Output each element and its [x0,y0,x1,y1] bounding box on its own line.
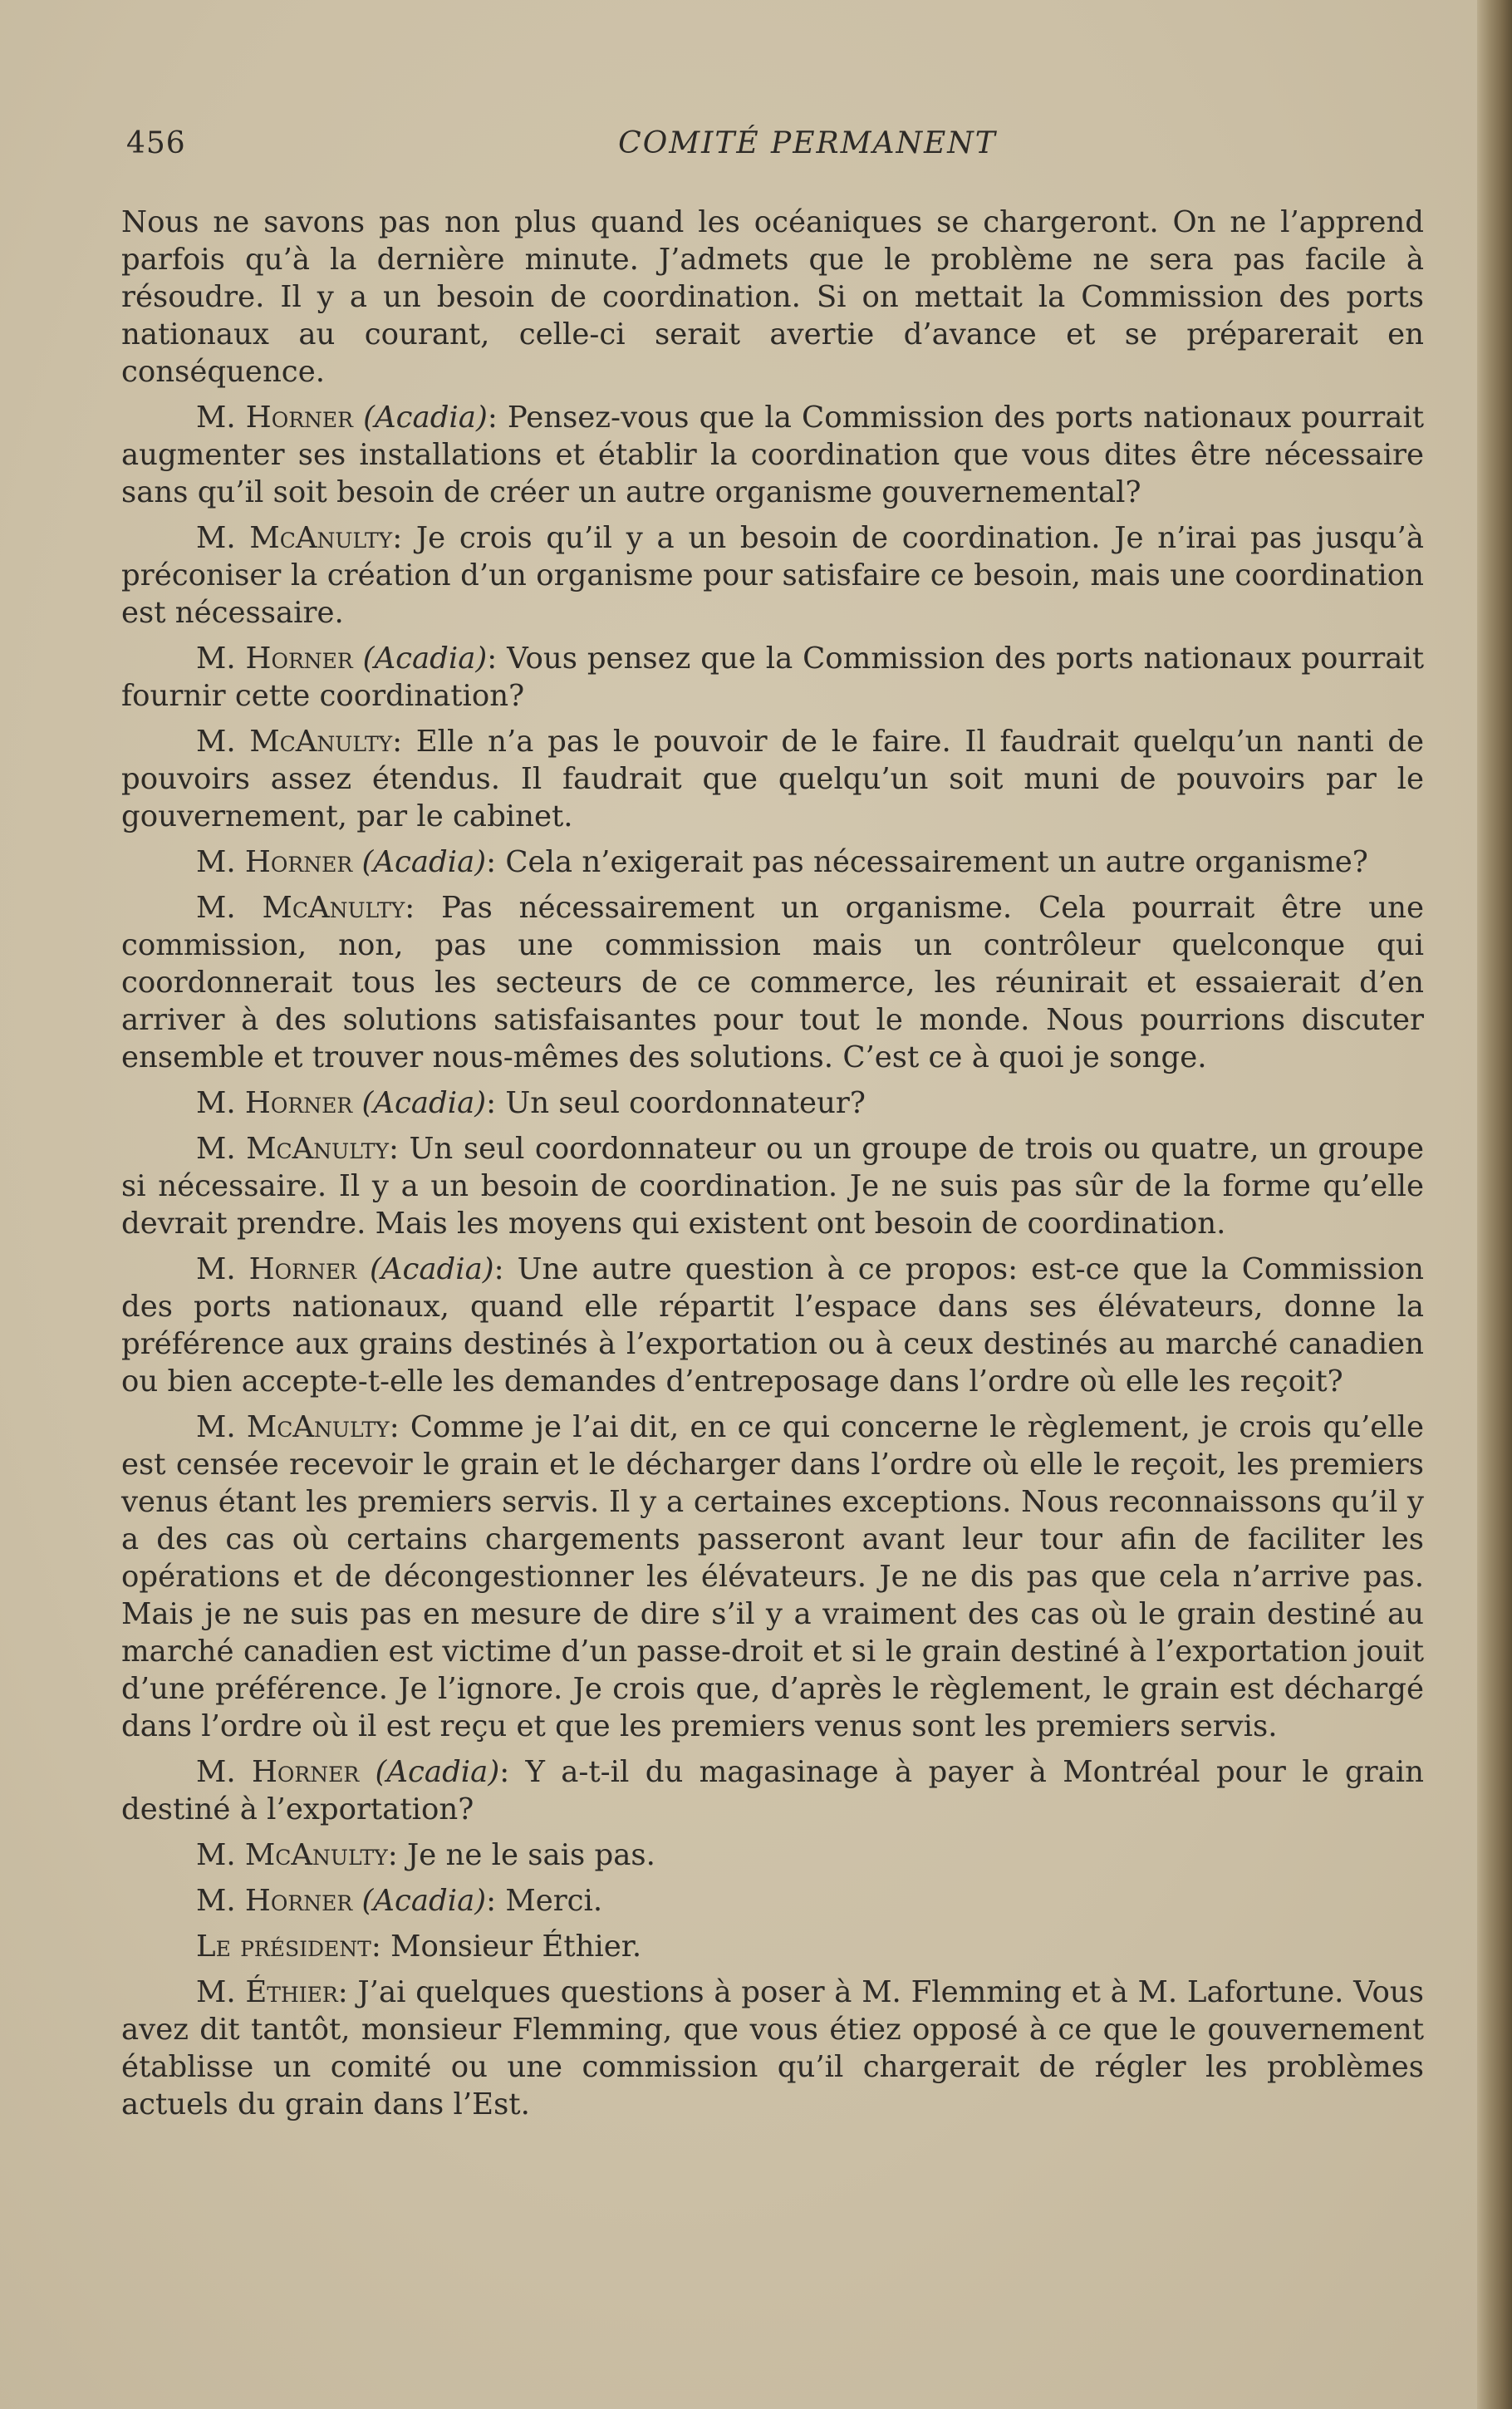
speaker-name: Le président [196,1930,371,1964]
speaker-riding: (Acadia) [369,1252,494,1286]
paragraph-text: : Merci. [486,1884,603,1918]
speaker-name: M. McAnulty [196,891,405,925]
speaker-name: M. Éthier [196,1975,338,2009]
paragraph [121,1251,1424,1400]
speaker-riding: (Acadia) [361,845,487,879]
speaker-name: M. Horner [196,642,353,676]
speaker-riding: (Acadia) [363,401,488,435]
speaker-name: M. Horner [196,1252,356,1286]
speaker-name: M. Horner [196,1884,353,1918]
page-binding-edge [1477,0,1512,2409]
paragraph-text: : Pas nécessairement un organisme. Cela pourrait être une commission, non, pas une commission mais un contrôleur quelconque qui coordonnerait tous les secteurs de ce commerce, les réunirait et essaierait d’en arriver à des solutions satisfaisantes pour tout le monde. Nous pourrions discuter ensemble et trouver nous-mêmes des solutions. C’est ce à quoi je songe. [121,891,1424,1074]
paragraph-text: : Un seul coordonnateur ou un groupe de trois ou quatre, un groupe si nécessaire. Il y a un besoin de coordination. Je ne suis pas sûr de la forme qu’elle devrait prendre. Mais les moyens qui existent ont besoin de coordination. [121,1132,1424,1241]
paragraph [121,640,1424,715]
page-header-title: COMITÉ PERMANENT [618,126,997,160]
paragraph [121,1974,1424,2123]
paragraph-text: : Monsieur Éthier. [371,1930,642,1964]
paragraph [121,889,1424,1076]
speaker-name: M. Horner [196,845,353,879]
paragraph-text: : Cela n’exigerait pas nécessairement un autre organisme? [486,845,1368,879]
paragraph [121,1928,1424,1965]
paragraph [121,723,1424,835]
paragraph [121,1130,1424,1242]
paragraph-text: : J’ai quelques questions à poser à M. Flemming et à M. Lafortune. Vous avez dit tantôt, monsieur Flemming, que vous étiez opposé à ce que le gouvernement établisse un comité ou une commission qu’il chargerait de régler les problèmes actuels du grain dans l’Est. [121,1975,1424,2121]
speaker-name: M. McAnulty [196,1410,390,1444]
paragraph-text: : Je ne le sais pas. [387,1838,655,1872]
paragraph-text: : Comme je l’ai dit, en ce qui concerne le règlement, je crois qu’elle est censée recevoir le grain et le décharger dans l’ordre où elle le reçoit, les premiers venus étant les premiers servis. Il y a certaines exceptions. Nous reconnaissons qu’il y a des cas où certains chargements passeront avant leur tour afin de faciliter les opérations et de décongestionner les élévateurs. Je ne dis pas que cela n’arrive pas. Mais je ne suis pas en mesure de dire s’il y a vraiment des cas où le grain destiné au marché canadien est victime d’un passe-droit et si le grain destiné à l’exportation jouit d’une préférence. Je l’ignore. Je crois que, d’après le règlement, le grain est déchargé dans l’ordre où il est reçu et que les premiers venus sont les premiers servis. [121,1410,1424,1743]
paragraph [121,204,1424,391]
speaker-riding: (Acadia) [362,642,488,676]
speaker-name: M. Horner [196,401,354,435]
paragraph [121,1836,1424,1874]
paragraph-text: : Vous pensez que la Commission des ports nationaux pourrait fournir cette coordination? [121,642,1424,713]
running-head [126,126,1422,168]
speaker-name: M. McAnulty [196,1838,388,1872]
paragraph-text: : Une autre question à ce propos: est-ce que la Commission des ports nationaux, quand elle répartit l’espace dans ses élévateurs, donne la préférence aux grains destinés à l’exportation ou à ceux destinés au marché canadien ou bien accepte-t-elle les demandes d’entreposage dans l’ordre où elle les reçoit? [121,1252,1424,1399]
paragraph-text: : Elle n’a pas le pouvoir de le faire. Il faudrait quelqu’un nanti de pouvoirs assez étendus. Il faudrait que quelqu’un soit muni de pouvoirs par le gouvernement, par le cabinet. [121,725,1424,833]
paragraph-text: : Un seul coordonnateur? [486,1086,866,1120]
page-number: 456 [126,126,186,160]
speaker-name: M. McAnulty [196,521,393,555]
paragraph-text: : Pensez-vous que la Commission des ports nationaux pourrait augmenter ses installations et établir la coordination que vous dites être nécessaire sans qu’il soit besoin de créer un autre organisme gouvernemental? [121,401,1424,509]
paragraph [121,519,1424,632]
paragraph [121,843,1424,881]
paragraph [121,1882,1424,1920]
paragraph-text: : Je crois qu’il y a un besoin de coordination. Je n’irai pas jusqu’à préconiser la création d’un organisme pour satisfaire ce besoin, mais une coordination est nécessaire. [121,521,1424,630]
transcript-body [121,204,1424,2131]
paragraph [121,1753,1424,1828]
speaker-riding: (Acadia) [361,1086,487,1120]
paragraph [121,1409,1424,1745]
speaker-name: M. McAnulty [196,1132,389,1166]
paragraph-text: : Y a-t-il du magasinage à payer à Montréal pour le grain destiné à l’exportation? [121,1755,1424,1826]
paragraph [121,1084,1424,1122]
paragraph [121,399,1424,511]
speaker-name: M. McAnulty [196,725,393,759]
paragraph-text: Nous ne savons pas non plus quand les océaniques se chargeront. On ne l’apprend parfois qu’à la dernière minute. J’admets que le problème ne sera pas facile à résoudre. Il y a un besoin de coordination. Si on mettait la Commission des ports nationaux au courant, celle-ci serait avertie d’avance et se préparerait en conséquence. [121,205,1424,389]
speaker-name: M. Horner [196,1755,360,1789]
speaker-riding: (Acadia) [361,1884,487,1918]
speaker-riding: (Acadia) [375,1755,500,1789]
speaker-name: M. Horner [196,1086,353,1120]
